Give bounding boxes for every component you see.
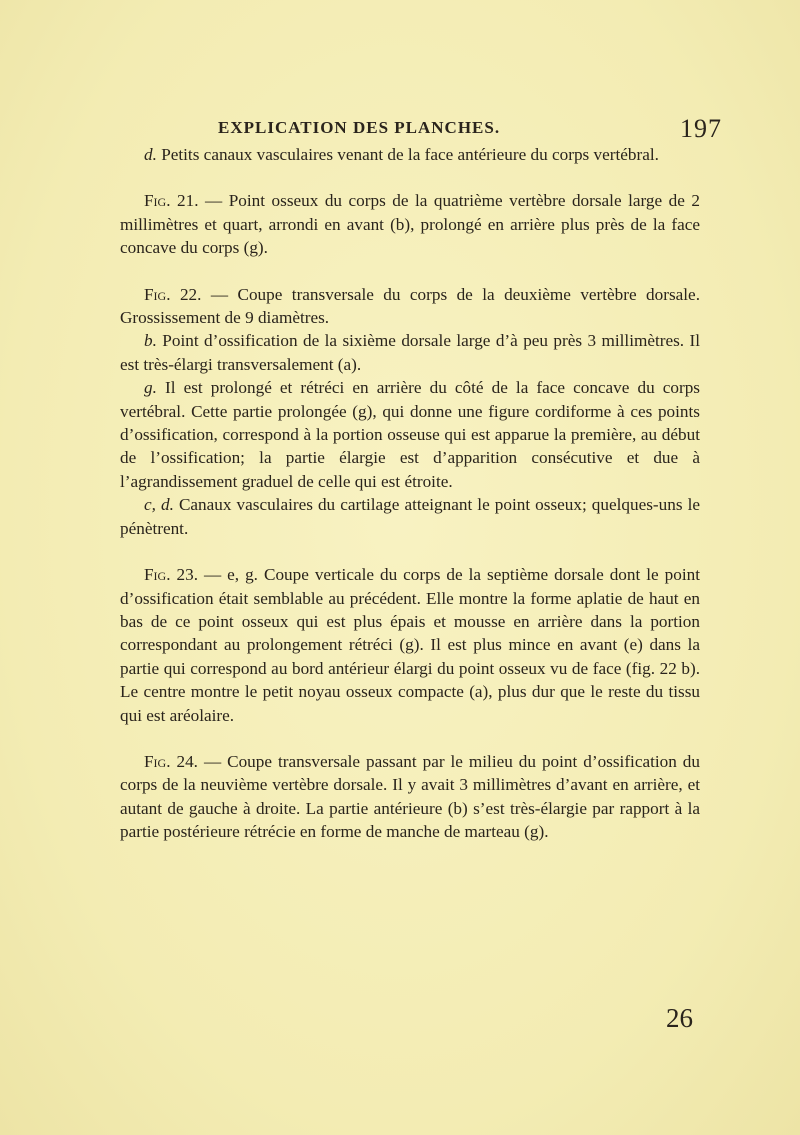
paragraph-lead: c, d. [144,495,174,515]
paragraph-lead: d. [144,145,157,164]
body-text [120,143,700,844]
figure-label: Fig. 21. [144,191,199,211]
figure-label: Fig. 23. [144,565,198,585]
figure-label: Fig. 24. [144,751,198,771]
paragraph-text: Point d’ossification de la sixième dorsale large d’à peu près 3 millimètres. Il est très-élargi transversalement (a). [120,331,700,374]
figure-label: Fig. 22. [144,284,202,304]
paragraph-text: — Point osseux du corps de la quatrième vertèbre dorsale large de 2 millimètres et quart, arrondi en avant (b), prolongé en arrière plus près de la face concave du corps (g). [120,191,700,258]
paragraph-fig-21 [120,189,700,259]
paragraph-fig-24 [120,750,700,844]
page-number: 197 [680,114,722,143]
paragraph-text: Petits canaux vasculaires venant de la face antérieure du corps vertébral. [156,145,659,164]
running-title: EXPLICATION DES PLANCHES. [218,118,501,137]
paragraph-text: — Coupe transversale passant par le milieu du point d’ossification du corps de la neuvième vertèbre dorsale. Il y avait 3 millimètres d’avant en arrière, et autant de gauche à droite. La partie antérieure (b) s’est très-élargie par rapport à la partie postérieure rétrécie en forme de manche de marteau (g). [120,751,700,842]
paragraph-d [120,143,700,166]
paragraph-text: Canaux vasculaires du cartilage atteignant le point osseux; quelques-uns le pénètrent. [120,495,700,538]
paragraph-lead: b. [144,331,157,351]
signature-mark: 26 [666,1003,693,1033]
page-header [0,114,800,144]
paragraph-fig-23 [120,563,700,727]
paragraph-c-d [120,493,700,540]
paragraph-b [120,329,700,376]
paragraph-text: Il est prolongé et rétréci en arrière du côté de la face concave du corps vertébral. Cette partie prolongée (g), qui donne une figure cordiforme à ces points d’ossification, correspond à la portion osseuse qui est apparue la première, au début de l’ossification; la partie élargie est d’apparition consécutive et due à l’agrandissement graduel de celle qui est étroite. [120,378,700,491]
paragraph-text: — e, g. Coupe verticale du corps de la septième dorsale dont le point d’ossification était semblable au précédent. Elle montre la forme aplatie de haut en bas de ce point osseux qui est plus épais et mousse en arrière dans la portion correspondant au prolongement rétréci (g). Il est plus mince en avant (e) dans la partie qui correspond au bord antérieur élargi du point osseux vu de face (fig. 22 b). Le centre montre le petit noyau osseux compacte (a), plus dur que le reste du tissu qui est aréolaire. [120,565,700,725]
paragraph-lead: g. [144,378,157,398]
paragraph-g [120,376,700,493]
paragraph-text: — Coupe transversale du corps de la deuxième vertèbre dorsale. Grossissement de 9 diamètres. [120,284,700,328]
paragraph-fig-22 [120,283,700,330]
